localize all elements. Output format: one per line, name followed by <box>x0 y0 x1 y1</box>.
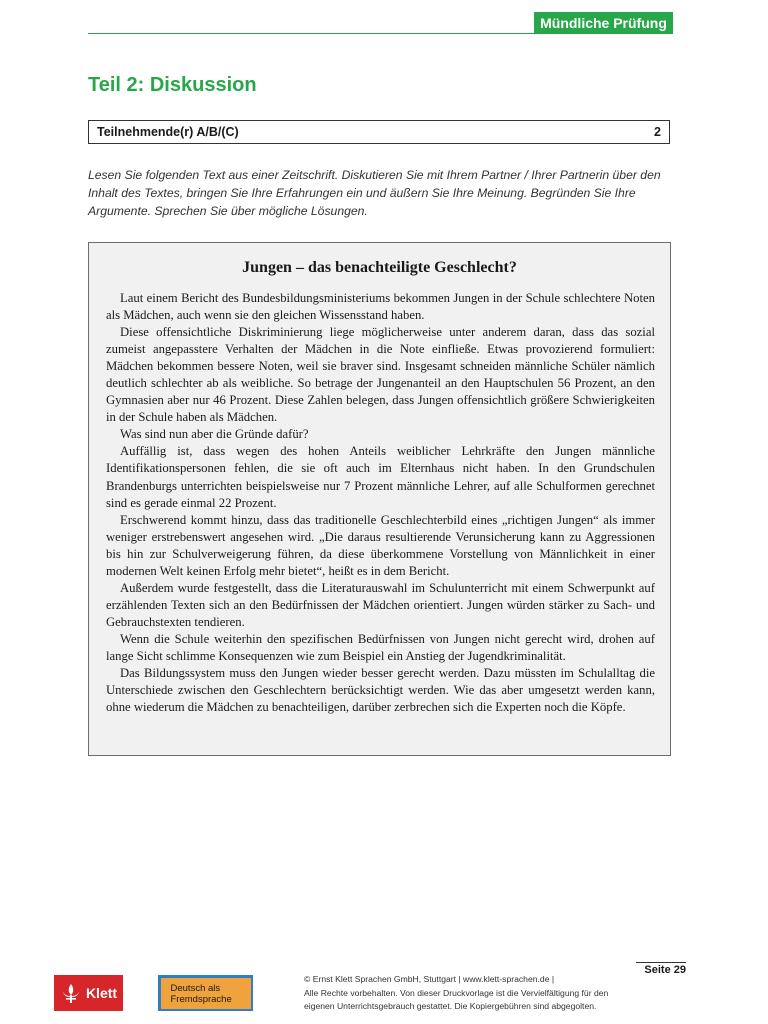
footer-rule <box>636 962 686 963</box>
section-badge: Mündliche Prüfung <box>534 12 673 34</box>
article-paragraph: Was sind nun aber die Gründe dafür? <box>120 427 309 442</box>
article-paragraph: Diese offensichtliche Diskriminierung liege möglicherweise unter anderem daran, dass das sozial zumeist angepasstere Verhalten der Mädchen in die Note einfließe. Etwas provozierend formuliert: Mädchen bekommen bessere Noten, weil sie braver sind. Insgesamt schneiden männliche Schüler nämlich deutlich schlechter ab als weibliche. So betrage der Jungenanteil an den Hauptschulen 56 Prozent, an den Gymnasien aber nur 46 Prozent. Diese Zahlen belegen, dass Jungen offensichtlich größere Schwierigkeiten in der Schule haben als Mädchen. <box>106 325 655 425</box>
article-paragraph: Laut einem Bericht des Bundesbildungsministeriums bekommen Jungen in der Schule schlechtere Noten als Mädchen, auch wenn sie den gleichen Wissensstand haben. <box>106 291 655 323</box>
article-box <box>88 242 671 756</box>
instruction-text: Lesen Sie folgenden Text aus einer Zeitschrift. Diskutieren Sie mit Ihrem Partner / Ihrer Partnerin über den Inhalt des Textes, bringen Sie Ihre Erfahrungen ein und äußern Sie Ihre Meinung. Begründen Sie Ihre Argumente. Sprechen Sie über mögliche Lösungen. <box>88 168 661 218</box>
header-rule <box>88 33 534 34</box>
klett-logo-text: Klett <box>85 985 118 1001</box>
article-title: Jungen – das benachteiligte Geschlecht? <box>242 259 517 276</box>
copyright-notice <box>304 973 644 1014</box>
article-paragraph: Das Bildungssystem muss den Jungen wieder besser gerecht werden. Dazu müssten im Schulalltag die Unterschiede zwischen den Geschlechtern berücksichtigt werden. Wie das aber umgesetzt werden kann, ohne wiederum die Mädchen zu benachteiligen, darüber zerbrechen sich die Experten noch die Köpfe. <box>106 666 655 715</box>
article-paragraph: Auffällig ist, dass wegen des hohen Anteils weiblicher Lehrkräfte den Jungen männliche Identifikationspersonen fehlen, die sie oft auch im Elternhaus nicht haben. In den Grundschulen Brandenburgs unterrichten beispielsweise nur 7 Prozent männliche Lehrer, auf alle Schulformen gerechnet sind es gerade einmal 22 Prozent. <box>106 444 655 510</box>
page-title: Teil 2: Diskussion <box>88 74 257 96</box>
copyright-line: © Ernst Klett Sprachen GmbH, Stuttgart | www.klett-sprachen.de | <box>304 974 555 984</box>
daf-logo-line: Fremdsprache <box>170 993 232 1005</box>
article-paragraph: Außerdem wurde festgestellt, dass die Literaturauswahl im Schulunterricht mit einem Schwerpunkt auf erzählenden Texten sich an den Bedürfnissen der Mädchen orientiert. Jungen würden stärker zu Sach- und Gebrauchstexten tendieren. <box>106 580 655 629</box>
participants-number: 2 <box>654 125 661 139</box>
copyright-line: eigenen Unterrichtsgebrauch gestattet. Die Kopiergebühren sind abgegolten. <box>304 1001 597 1011</box>
article-body <box>106 290 655 716</box>
daf-logo <box>158 975 253 1011</box>
article-paragraph: Wenn die Schule weiterhin den spezifischen Bedürfnissen von Jungen nicht gerecht wird, drohen auf lange Sicht schlimme Konsequenzen wie zum Beispiel ein Anstieg der Jugendkriminalität. <box>106 631 655 663</box>
daf-logo-line: Deutsch als <box>170 982 221 994</box>
article-paragraph: Erschwerend kommt hinzu, dass das traditionelle Geschlechterbild eines „richtigen Jungen“ als immer weniger erstrebenswert angesehen wird. „Die daraus resultierende Verunsicherung kann zu Aggressionen bis hin zur Schulverweigerung führen, da diese überkommene Vorstellung von Männlichkeit in einer modernen Welt keinen Erfolg mehr bietet“, heißt es in dem Bericht. <box>106 512 655 578</box>
daf-logo-inner <box>161 978 251 1009</box>
participants-label: Teilnehmende(r) A/B/(C) <box>97 125 239 139</box>
copyright-line: Alle Rechte vorbehalten. Von dieser Druckvorlage ist die Vervielfältigung für den <box>304 987 609 998</box>
klett-logo <box>54 975 123 1011</box>
klett-lily-icon <box>60 982 82 1004</box>
page-number: Seite 29 <box>644 964 686 976</box>
participants-box <box>88 120 670 144</box>
